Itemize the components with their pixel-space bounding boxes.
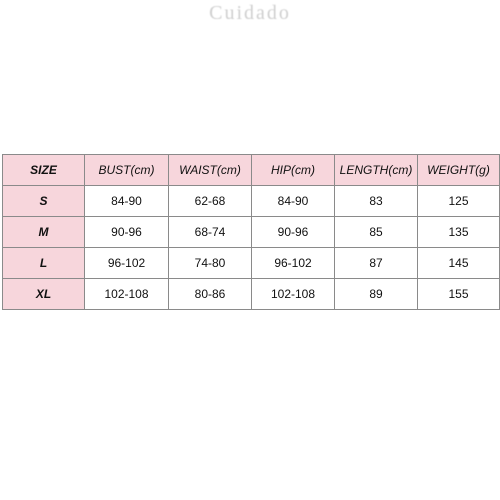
- hip-cell: 102-108: [252, 279, 335, 310]
- waist-cell: 80-86: [169, 279, 252, 310]
- weight-cell: 135: [418, 217, 500, 248]
- length-cell: 87: [335, 248, 418, 279]
- waist-cell: 74-80: [169, 248, 252, 279]
- header-bust: BUST(cm): [85, 155, 169, 186]
- bust-cell: 96-102: [85, 248, 169, 279]
- header-hip: HIP(cm): [252, 155, 335, 186]
- hip-cell: 84-90: [252, 186, 335, 217]
- hip-cell: 96-102: [252, 248, 335, 279]
- header-size: SIZE: [3, 155, 85, 186]
- header-row: [3, 155, 500, 186]
- table-row: [3, 186, 500, 217]
- size-label: L: [3, 248, 85, 279]
- table-row: [3, 248, 500, 279]
- size-label: S: [3, 186, 85, 217]
- header-weight: WEIGHT(g): [418, 155, 500, 186]
- header-waist: WAIST(cm): [169, 155, 252, 186]
- size-chart-table: [2, 154, 500, 310]
- table-row: [3, 217, 500, 248]
- length-cell: 85: [335, 217, 418, 248]
- weight-cell: 145: [418, 248, 500, 279]
- bust-cell: 90-96: [85, 217, 169, 248]
- hip-cell: 90-96: [252, 217, 335, 248]
- size-label: XL: [3, 279, 85, 310]
- table-row: [3, 279, 500, 310]
- waist-cell: 68-74: [169, 217, 252, 248]
- faint-title: Cuidado: [209, 2, 291, 24]
- waist-cell: 62-68: [169, 186, 252, 217]
- length-cell: 89: [335, 279, 418, 310]
- bust-cell: 102-108: [85, 279, 169, 310]
- bust-cell: 84-90: [85, 186, 169, 217]
- weight-cell: 125: [418, 186, 500, 217]
- size-label: M: [3, 217, 85, 248]
- length-cell: 83: [335, 186, 418, 217]
- header-length: LENGTH(cm): [335, 155, 418, 186]
- weight-cell: 155: [418, 279, 500, 310]
